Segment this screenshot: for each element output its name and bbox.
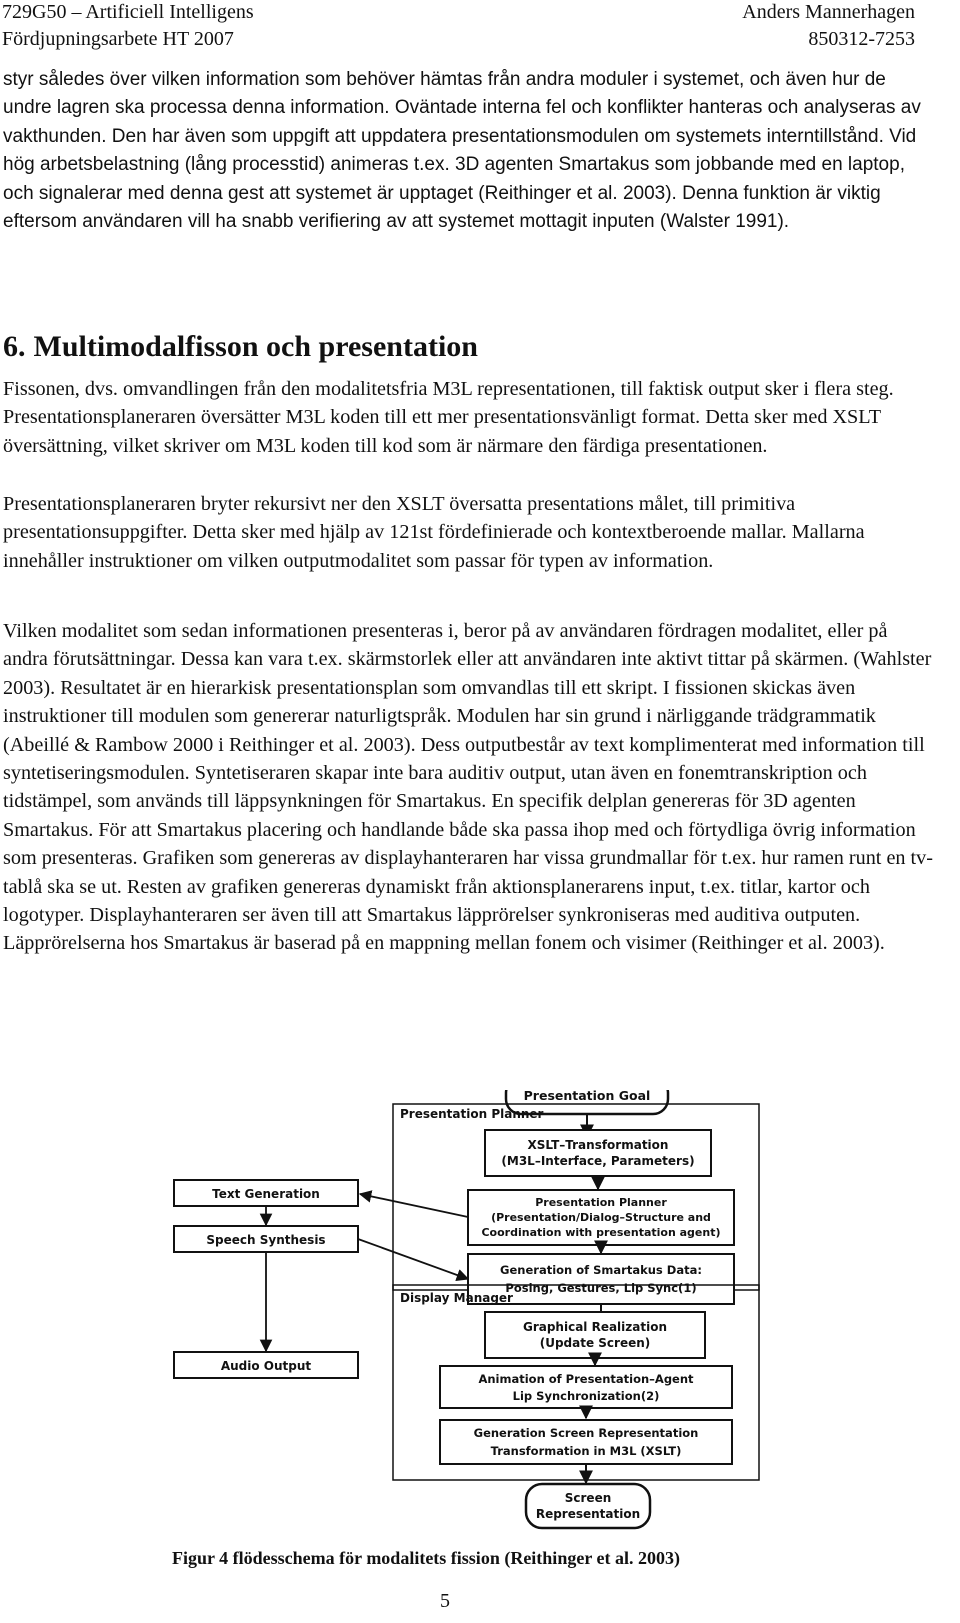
graphical-line-2: (Update Screen) xyxy=(539,1336,651,1350)
xslt-line-2: (M3L–Interface, Parameters) xyxy=(501,1154,695,1168)
graphical-realization-node xyxy=(485,1312,705,1358)
page-number: 5 xyxy=(440,1590,450,1612)
smartakus-line-1: Generation of Smartakus Data: xyxy=(500,1263,702,1277)
text-generation-label: Text Generation xyxy=(212,1187,320,1201)
animation-line-2: Lip Synchronization(2) xyxy=(512,1389,660,1403)
graphical-line-1: Graphical Realization xyxy=(522,1320,668,1334)
figure-caption: Figur 4 flödesschema för modalitets fission (Reithinger et al. 2003) xyxy=(172,1548,680,1568)
header-id-number: 850312-7253 xyxy=(808,28,915,50)
smartakus-line-2: Posing, Gestures, Lip Sync(1) xyxy=(505,1281,697,1295)
xslt-transformation-node xyxy=(485,1130,711,1176)
section-heading xyxy=(3,328,478,366)
section-title: Multimodalfisson och presentation xyxy=(33,330,478,363)
presentation-goal-label: Presentation Goal xyxy=(523,1090,651,1103)
arrow-planner-to-text-generation xyxy=(360,1194,468,1217)
section-number: 6. xyxy=(3,330,26,363)
paragraph-1: Fissonen, dvs. omvandlingen från den modalitetsfria M3L representationen, till faktisk output sker i flera steg. Presentationsplaneraren översätter M3L koden till ett mer presentationsvänligt format. Detta sker med XSLT översättning, vilket skriver om M3L koden till kod som är närmare den färdiga presentationen. xyxy=(3,378,894,457)
screenrep-line-1: Generation Screen Representation xyxy=(473,1426,699,1440)
animation-line-1: Animation of Presentation–Agent xyxy=(478,1372,694,1386)
xslt-line-1: XSLT–Transformation xyxy=(527,1138,669,1152)
screenrep-line-2: Transformation in M3L (XSLT) xyxy=(490,1444,682,1458)
presentation-planner-group-label: Presentation Planner xyxy=(400,1107,544,1121)
speech-synthesis-label: Speech Synthesis xyxy=(206,1233,326,1247)
arrow-speech-to-smartakus xyxy=(358,1239,468,1279)
paragraph-3: Vilken modalitet som sedan informationen presenteras i, beror på av användaren fördragen modalitet, eller på andra förutsättningar. Dessa kan vara t.ex. skärmstorlek eller att användaren inte aktivt tittar på skärmen. (Wahlster 2003). Resultatet är en hierarkisk presentationsplan som omvandlas till ett skript. I fissionen skickas även instruktioner till modulen som genererar naturligtspråk. Modulen har sin grund i närliggande trädgrammatik (Abeillé & Rambow 2000 i Reithinger et al. 2003). Dess outputbestår av text komplimenterat med information till syntetiseringsmodulen. Syntetiseraren skapar inte bara auditiv output, utan även en fonemtranskription och tidstämpel, som används till läppsynkningen för Smartakus. En specifik delplan genereras för 3D agenten Smartakus. För att Smartakus placering och handlande både ska passa ihop med och förtydliga övrig information som presenteras. Grafiken som genereras av displayhanteraren har vissa grundmallar för t.ex. hur ramen runt en tv-tablå ska se ut. Resten av grafiken genereras dynamiskt från aktionsplanerarens input, t.ex. titlar, kartor och logotyper. Displayhanteraren ser även till att Smartakus läpprörelser synkroniseras med auditiva outputen. Läpprörelserna hos Smartakus är baserad på en mappning mellan fonem och visimer (Reithinger et al. 2003). xyxy=(3,620,933,955)
audio-output-label: Audio Output xyxy=(220,1359,312,1373)
intro-paragraph: styr således över vilken information som behöver hämtas från andra moduler i systemet, och även hur de undre lagren ska processa denna information. Oväntade interna fel och konflikter hanteras och analyseras av vakthunden. Den har även som uppgift att uppdatera presentationsmodulen om systemets interntillstånd. Vid hög arbetsbelastning (lång processtid) animeras t.ex. 3D agenten Smartakus som jobbande med en laptop, och signalerar med denna gest att systemet är upptaget (Reithinger et al. 2003). Denna funktion är viktig eftersom användaren vill ha snabb verifiering av att systemet mottagit inputen (Walster 1991). xyxy=(3,69,921,233)
header-author: Anders Mannerhagen xyxy=(742,1,915,23)
screen-line-2: Representation xyxy=(535,1507,641,1521)
planner-line-2: (Presentation/Dialog–Structure and xyxy=(491,1211,711,1224)
header-subtitle: Fördjupningsarbete HT 2007 xyxy=(2,28,234,50)
planner-line-3: Coordination with presentation agent) xyxy=(481,1226,721,1239)
fission-flowchart xyxy=(170,1090,770,1530)
paragraph-2: Presentationsplaneraren bryter rekursivt ner den XSLT översatta presentations målet, till primitiva presentationsuppgifter. Detta sker med hjälp av 121st fördefinierade och kontextberoende mallar. Mallarna innehåller instruktioner om vilken outputmodalitet som passar för typen av information. xyxy=(3,493,865,572)
header-course: 729G50 – Artificiell Intelligens xyxy=(2,1,254,23)
display-manager-group-label: Display Manager xyxy=(400,1291,513,1305)
planner-line-1: Presentation Planner xyxy=(535,1196,667,1209)
screen-line-1: Screen xyxy=(564,1491,612,1505)
